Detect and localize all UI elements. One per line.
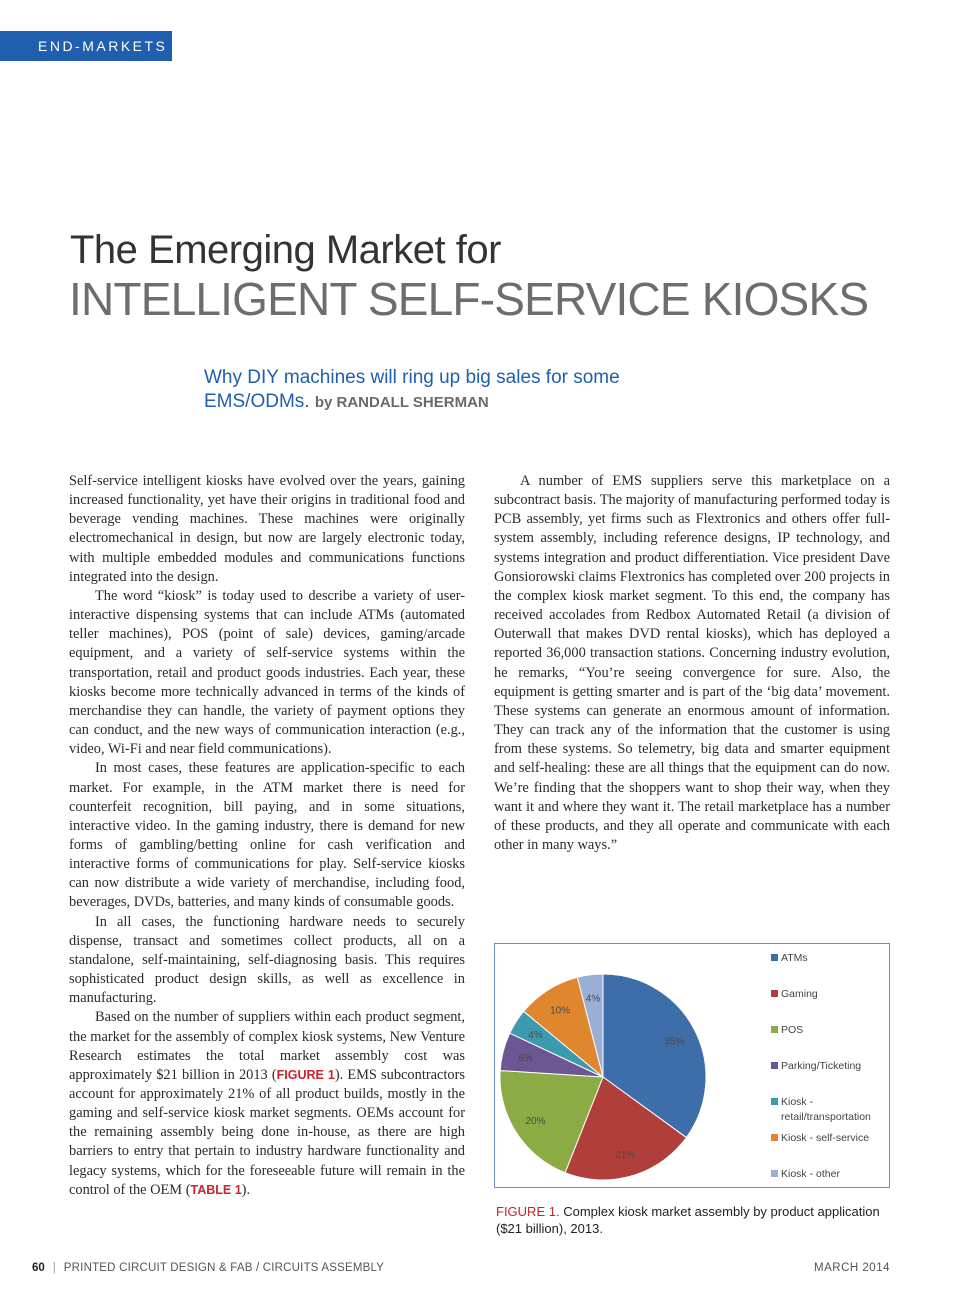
legend-label: retail/transportation <box>781 1111 871 1123</box>
caption-label: FIGURE 1. <box>496 1204 560 1219</box>
table-reference[interactable]: TABLE 1 <box>190 1182 242 1197</box>
pie-chart <box>495 944 891 1189</box>
pie-chart-figure <box>494 943 890 1188</box>
legend-label: ATMs <box>781 952 808 964</box>
legend-label: POS <box>781 1024 804 1036</box>
footer-left <box>32 1262 384 1274</box>
legend-label: Kiosk - self-service <box>781 1132 870 1144</box>
pie-value-label: 6% <box>518 1053 533 1065</box>
legend-swatch-parking-ticketing <box>771 1062 778 1069</box>
legend-swatch-kiosk-other <box>771 1170 778 1177</box>
pie-value-label: 21% <box>615 1149 636 1161</box>
paragraph: In all cases, the functioning hardware needs to securely dispense, transact and sometimes collect products, all on a standalone, self-maintaining, self-diagnosing basis. This requires sophisticated product design skills, as well as excellence in manufacturing. <box>69 913 465 1007</box>
legend-swatch-pos <box>771 1026 778 1033</box>
caption-text: Complex kiosk market assembly by product application ($21 billion), 2013. <box>496 1204 880 1236</box>
paragraph: Self-service intelligent kiosks have evolved over the years, gaining increased functionality, yet have their origins in traditional food and beverage vending machines. These machines were originally electromechanical in design, but now are largely electronic today, with multiple embedded modules and communications functions integrated into the design. <box>69 473 465 585</box>
right-column <box>494 472 890 855</box>
paragraph: In most cases, these features are application-specific to each market. For example, in the ATM market there is need for counterfeit recognition, bill paying, and in some situations, interactive video. In the gaming industry, there is demand for new forms of gambling/betting online for cash verification and interactive forms of communications for play. Self-service kiosks can now distribute a wide variety of merchandise, including food, beverages, DVDs, batteries, and many kinds of consumable goods. <box>69 760 465 911</box>
pie-value-label: 10% <box>550 1005 571 1017</box>
legend-swatch-kiosk-self-service <box>771 1134 778 1141</box>
figure-caption <box>496 1203 890 1237</box>
paragraph-text: ). <box>241 1181 251 1198</box>
pie-value-label: 20% <box>525 1115 546 1127</box>
legend-label: Parking/Ticketing <box>781 1060 862 1072</box>
headline-line-2: INTELLIGENT SELF-SERVICE KIOSKS <box>69 273 869 325</box>
pie-value-label: 35% <box>664 1036 685 1048</box>
paragraph <box>69 1008 465 1200</box>
pie-value-label: 4% <box>585 993 601 1005</box>
legend-swatch-kiosk-retail-transportation <box>771 1098 778 1105</box>
legend-swatch-atms <box>771 954 778 961</box>
dek <box>204 366 674 415</box>
legend-label: Gaming <box>781 988 818 1000</box>
legend-label: Kiosk - other <box>781 1168 840 1180</box>
headline-line-1: The Emerging Market for <box>70 228 501 272</box>
paragraph: A number of EMS suppliers serve this marketplace on a subcontract basis. The majority of manufacturing performed today is PCB assembly, yet firms such as Flextronics and others offer full-system assembly, including reference designs, IP technology, and systems integration and product differentiation. Vice president Dave Gonsiorowski claims Flextronics has completed over 200 projects in the complex kiosk market segment. To this end, the company has received accolades from Redbox Automated Retail (a division of Outerwall that makes DVD rental kiosks), which has deployed a reported 36,000 transaction stations. Concerning industry evolution, he remarks, “You’re seeing convergence for sure. Also, the equipment is getting smarter and is part of the ‘big data’ movement. These systems can generate an enormous amount of information. They can track any of the information that the customer is using from these systems. So telemetry, big data and smarter equipment and self-healing: these are all things that the equipment can do now. We’re finding that the shoppers want to shop their way, when they want it and where they want it. The retail marketplace has a number of these products, and they all operate and communicate with each other in many ways.” <box>494 473 890 853</box>
paragraph-text: Based on the number of suppliers within each product segment, the market for the assembly of complex kiosk systems, New Venture Research estimates the total market assembly cost was approximately $21 billion in 2013 ( <box>69 1009 465 1083</box>
byline: by RANDALL SHERMAN <box>314 394 489 411</box>
legend-label: Kiosk - <box>781 1096 814 1108</box>
section-tab: END-MARKETS <box>0 31 172 61</box>
dek-text: Why DIY machines will ring up big sales for some EMS/ODMs. <box>204 367 620 412</box>
legend-swatch-gaming <box>771 990 778 997</box>
footer-separator: | <box>52 1262 56 1274</box>
left-column <box>69 472 465 1200</box>
page-number: 60 <box>32 1262 45 1274</box>
paragraph: The word “kiosk” is today used to describe a variety of user-interactive dispensing systems that can include ATMs (automated teller machines), POS (point of sale) devices, gaming/arcade equipment, and a variety of self-service systems within the transportation, retail and product goods industries. Each year, these kiosks become more technically advanced in terms of the kinds of merchandise they can handle, the variety of payment options they can conduct, and the new ways of communication interaction (e.g., video, Wi-Fi and near field communications). <box>69 587 465 758</box>
issue-date: MARCH 2014 <box>814 1262 890 1274</box>
publication-name: PRINTED CIRCUIT DESIGN & FAB / CIRCUITS ASSEMBLY <box>63 1262 385 1274</box>
figure-reference[interactable]: FIGURE 1 <box>276 1067 335 1082</box>
paragraph-text: ). EMS subcontractors account for approximately 21% of all product builds, mostly in the gaming and self-service kiosk market segments. OEMs account for the remaining assembly being done in-house, as there are high barriers to entry that pertain to industry hardware functionality and legacy systems, which for the foreseeable future will remain in the control of the OEM ( <box>69 1066 465 1198</box>
pie-value-label: 4% <box>528 1030 543 1042</box>
